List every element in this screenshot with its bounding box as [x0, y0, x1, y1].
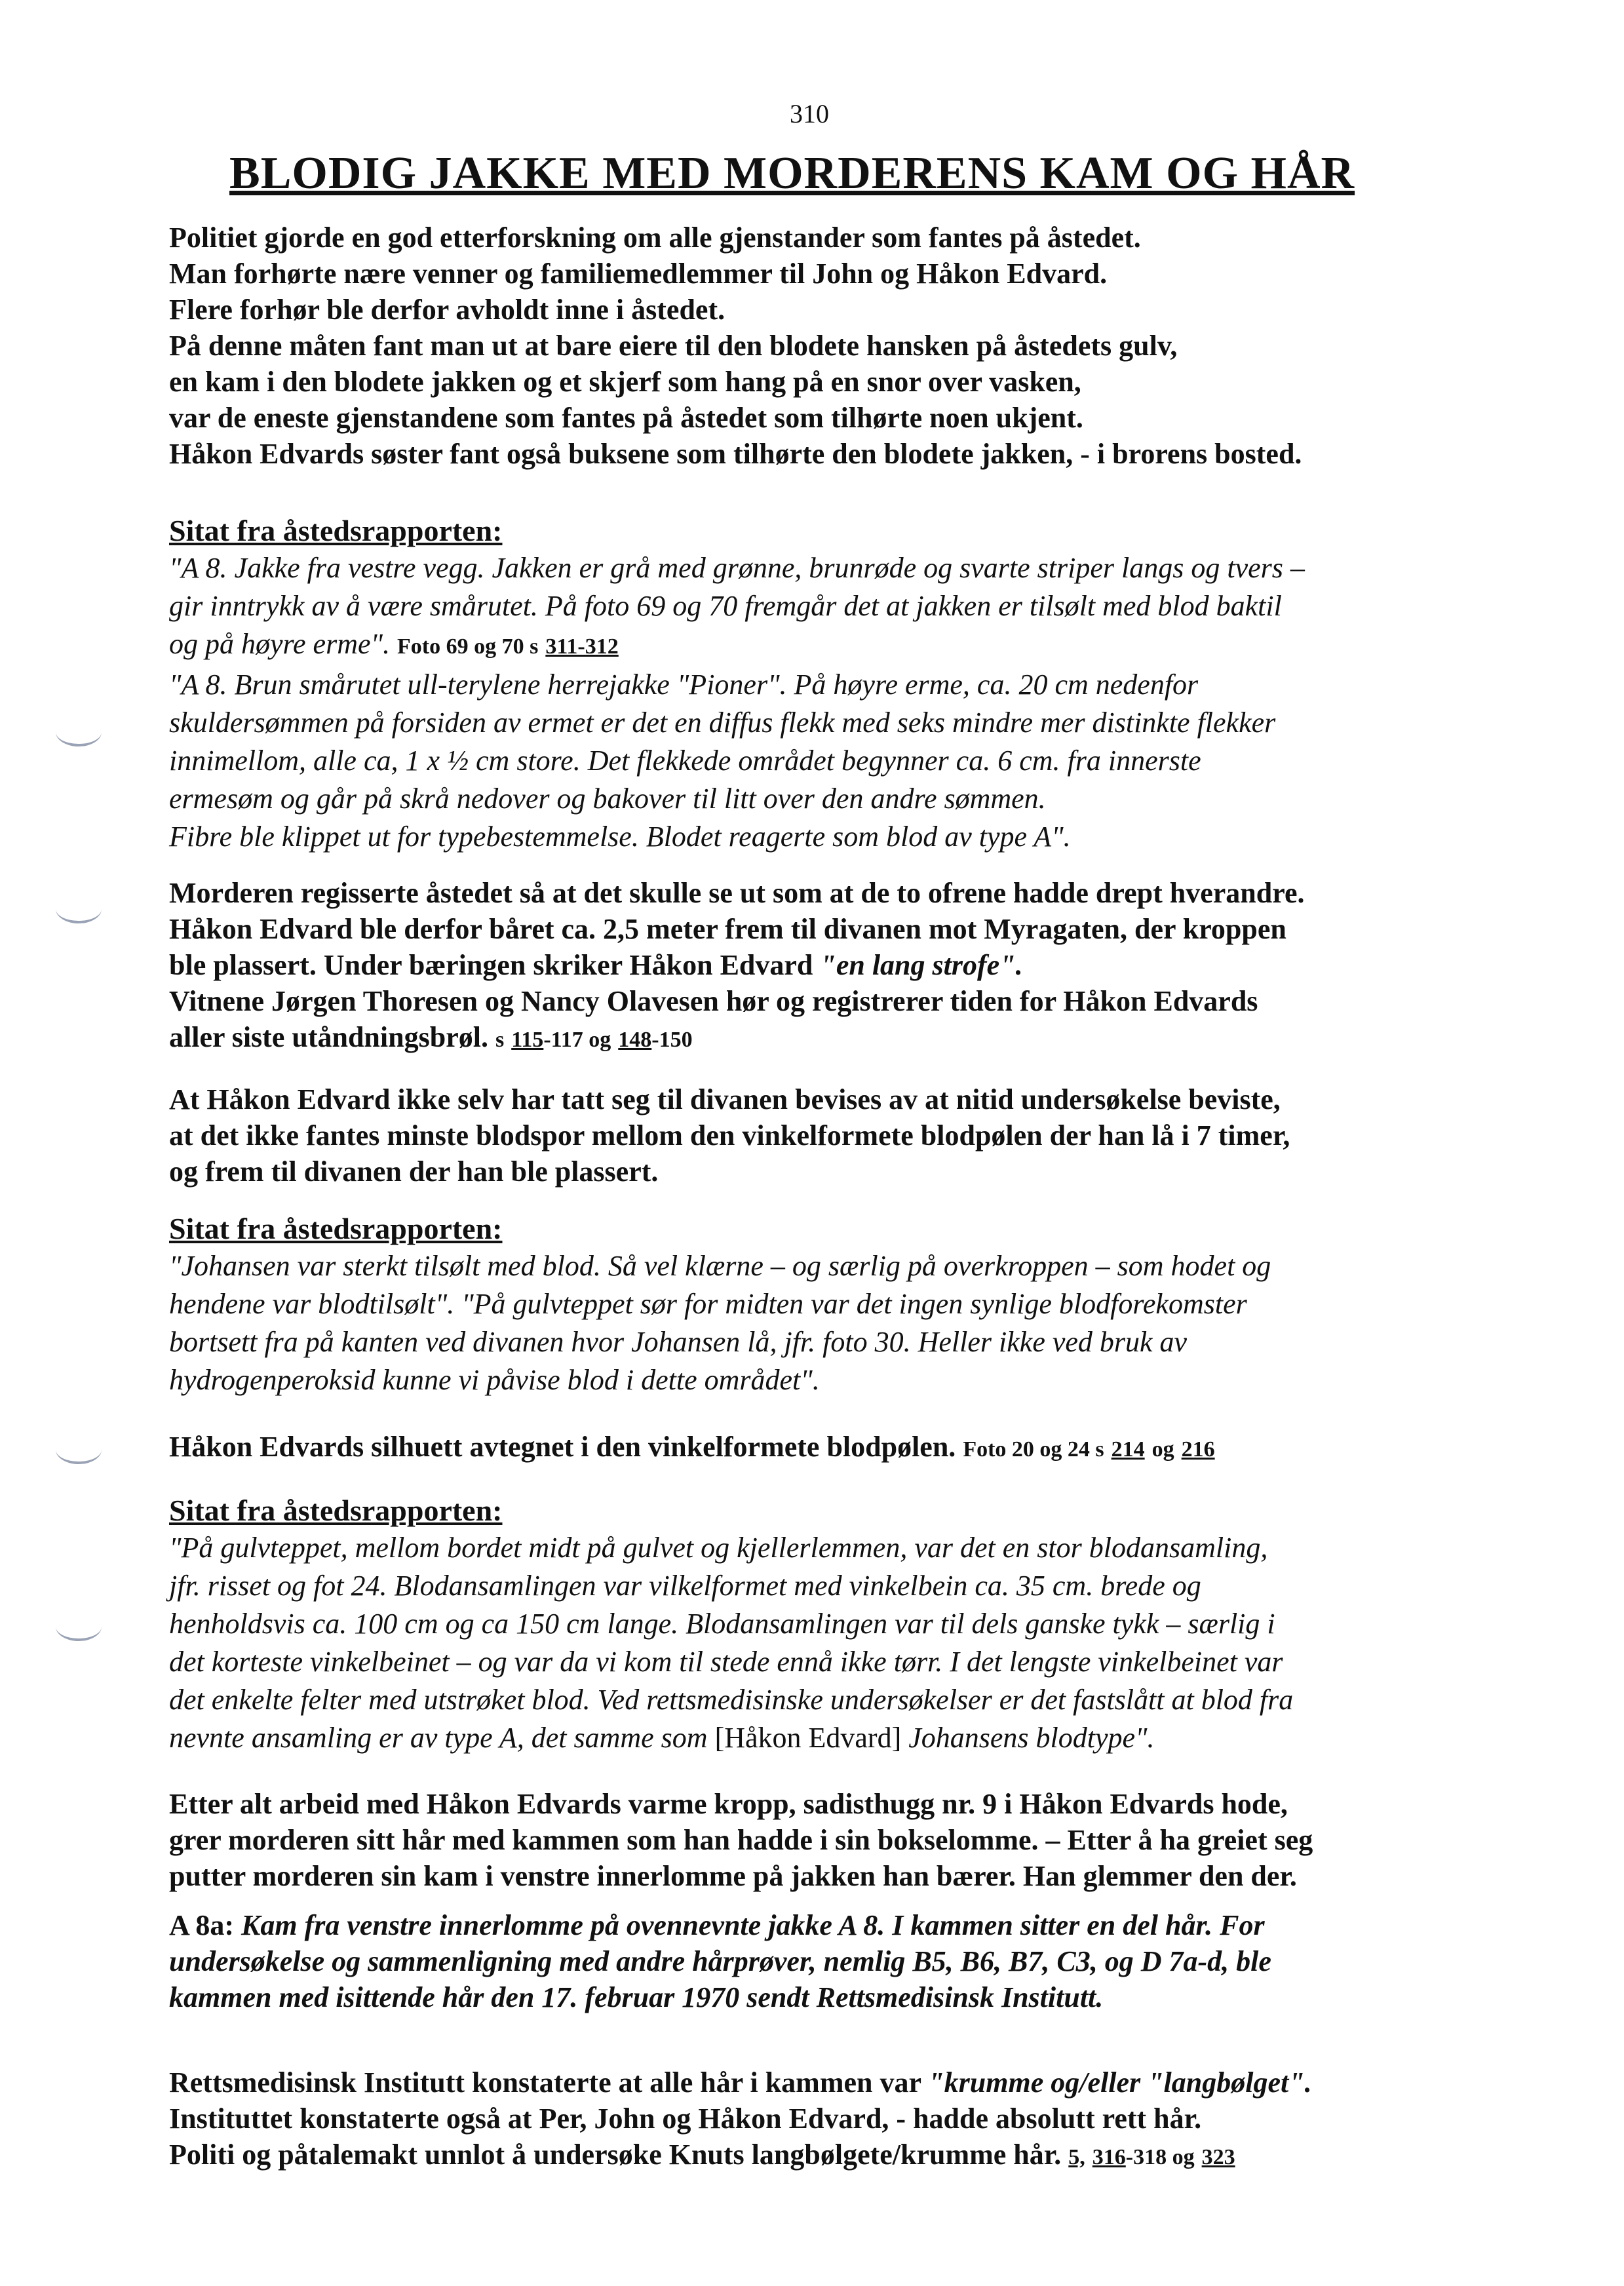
quote-block-1: [169, 549, 1486, 856]
quoted-phrase: "en lang strofe".: [820, 949, 1023, 981]
quote-line: hydrogenperoksid kunne vi påvise blod i dette området".: [169, 1364, 820, 1396]
quote-line: og på høyre erme".: [169, 628, 390, 660]
binder-hole: [56, 718, 102, 746]
paragraph-a8a: [169, 1907, 1486, 2015]
page-link[interactable]: 115: [511, 1028, 544, 1052]
quote-line: "På gulvteppet, mellom bordet midt på gulvet og kjellerlemmen, var det en stor blodansamling,: [169, 1532, 1268, 1564]
item-label: A 8a:: [169, 1909, 234, 1941]
binder-hole: [56, 1612, 102, 1641]
text-line: Håkon Edvard ble derfor båret ca. 2,5 meter frem til divanen mot Myragaten, der kroppen: [169, 913, 1286, 945]
quote-line: det enkelte felter med utstrøket blod. Ved rettsmedisinske undersøkelser er det fastslått at blod fra: [169, 1684, 1294, 1716]
text-line: grer morderen sitt hår med kammen som han hadde i sin bokselomme. – Etter å ha greiet seg: [169, 1824, 1313, 1856]
text-line: ble plassert. Under bæringen skriker Håkon Edvard: [169, 949, 813, 981]
page-link[interactable]: 214: [1111, 1437, 1145, 1462]
quote-line: "A 8. Jakke fra vestre vegg. Jakken er grå med grønne, brunrøde og svarte striper langs og tvers –: [169, 552, 1305, 584]
text-line: Politi og påtalemakt unnlot å undersøke Knuts langbølgete/krumme hår.: [169, 2139, 1062, 2171]
page-link[interactable]: 216: [1181, 1437, 1215, 1462]
page-link[interactable]: 323: [1201, 2145, 1235, 2169]
paragraph-staging: [169, 875, 1486, 1058]
paragraph-institute: [169, 2064, 1486, 2175]
page-link[interactable]: 311-312: [545, 634, 619, 659]
text-line: Vitnene Jørgen Thoresen og Nancy Olavesen hør og registrerer tiden for Håkon Edvards: [169, 985, 1258, 1017]
quote-line: skuldersømmen på forsiden av ermet er det en diffus flekk med seks mindre mer distinkte flekker: [169, 707, 1276, 739]
text-line: Instituttet konstaterte også at Per, John og Håkon Edvard, - hadde absolutt rett hår.: [169, 2102, 1202, 2135]
quote-line: hendene var blodtilsølt". "På gulvteppet sør for midten var det ingen synlige blodforekomster: [169, 1288, 1247, 1320]
text-line: Man forhørte nære venner og familiemedlemmer til John og Håkon Edvard.: [169, 258, 1108, 290]
quoted-phrase: "krumme og/eller "langbølget".: [928, 2066, 1312, 2099]
text-line: Morderen regisserte åstedet så at det skulle se ut som at de to ofrene hadde drept hverandre.: [169, 877, 1305, 909]
paragraph-divan: [169, 1081, 1486, 1190]
quote-heading: Sitat fra åstedsrapporten:: [169, 1494, 503, 1527]
text-line: putter morderen sin kam i venstre innerlomme på jakken han bærer. Han glemmer den der.: [169, 1860, 1297, 1892]
text-line: At Håkon Edvard ikke selv har tatt seg til divanen bevises av at nitid undersøkelse beviste,: [169, 1083, 1281, 1115]
quote-line: ermesøm og går på skrå nedover og bakover til litt over den andre sømmen.: [169, 783, 1046, 815]
quote-line: jfr. risset og fot 24. Blodansamlingen var vilkelformet med vinkelbein ca. 35 cm. brede og: [169, 1570, 1201, 1602]
quote-line: "A 8. Brun smårutet ull-terylene herrejakke "Pioner". På høyre erme, ca. 20 cm nedenfor: [169, 668, 1199, 701]
text-line: kammen med isittende hår den 17. februar 1970 sendt Rettsmedisinsk Institutt.: [169, 1981, 1104, 2013]
paragraph-comb: [169, 1786, 1486, 1894]
text-line: undersøkelse og sammenligning med andre hårprøver, nemlig B5, B6, B7, C3, og D 7a-d, ble: [169, 1945, 1271, 1977]
quote-line: innimellom, alle ca, 1 x ½ cm store. Det flekkede området begynner ca. 6 cm. fra innerste: [169, 745, 1201, 777]
page-link[interactable]: 316: [1092, 2145, 1126, 2169]
text-line: Etter alt arbeid med Håkon Edvards varme kropp, sadisthugg nr. 9 i Håkon Edvards hode,: [169, 1788, 1288, 1820]
text-line: var de eneste gjenstandene som fantes på åstedet som tilhørte noen ukjent.: [169, 402, 1083, 434]
quote-line: nevnte ansamling er av type A, det samme som: [169, 1722, 708, 1754]
page-link[interactable]: 148: [618, 1028, 652, 1052]
binder-hole: [56, 895, 102, 923]
text-line: aller siste utåndningsbrøl.: [169, 1021, 488, 1053]
text-line: Håkon Edvards silhuett avtegnet i den vinkelformete blodpølen.: [169, 1431, 956, 1463]
quote-line: Fibre ble klippet ut for typebestemmelse. Blodet reagerte som blod av type A".: [169, 821, 1071, 853]
quote-heading: Sitat fra åstedsrapporten:: [169, 514, 503, 547]
text-line: På denne måten fant man ut at bare eiere til den blodete hansken på åstedets gulv,: [169, 330, 1178, 362]
quote-block-2: [169, 1247, 1486, 1399]
page-reference: -117 og: [543, 1028, 611, 1052]
photo-reference: Foto 69 og 70 s: [396, 634, 539, 659]
page-title: BLODIG JAKKE MED MORDERENS KAM OG HÅR: [229, 148, 1355, 199]
photo-reference: Foto 20 og 24 s: [963, 1437, 1104, 1462]
page-number: 310: [790, 99, 829, 128]
quote-line: "Johansen var sterkt tilsølt med blod. Så vel klærne – og særlig på overkroppen – som hodet og: [169, 1250, 1271, 1282]
text-line: at det ikke fantes minste blodspor mellom den vinkelformete blodpølen der han lå i 7 timer,: [169, 1119, 1290, 1152]
quote-line: bortsett fra på kanten ved divanen hvor Johansen lå, jfr. foto 30. Heller ikke ved bruk av: [169, 1326, 1188, 1358]
quote-line: det korteste vinkelbeinet – og var da vi kom til stede ennå ikke tørr. I det lengste vinkelbeinet var: [169, 1646, 1283, 1678]
text-line: Flere forhør ble derfor avholdt inne i åstedet.: [169, 294, 725, 326]
quote-heading: Sitat fra åstedsrapporten:: [169, 1212, 503, 1245]
binder-hole: [56, 1435, 102, 1464]
text-line: Kam fra venstre innerlomme på ovennevnte jakke A 8. I kammen sitter en del hår. For: [241, 1909, 1265, 1941]
photo-reference: og: [1151, 1437, 1174, 1462]
quote-block-3: [169, 1529, 1486, 1757]
text-line: og frem til divanen der han ble plassert.: [169, 1155, 659, 1188]
quote-line: gir inntrykk av å være smårutet. På foto 69 og 70 fremgår det at jakken er tilsølt med blod baktil: [169, 590, 1282, 622]
page-reference: -318 og: [1125, 2145, 1195, 2169]
intro-paragraph: [169, 220, 1486, 472]
page-link[interactable]: 5,: [1068, 2145, 1085, 2169]
text-line: en kam i den blodete jakken og et skjerf som hang på en snor over vasken,: [169, 366, 1081, 398]
quote-line: Johansens blodtype".: [908, 1722, 1155, 1754]
quote-line: henholdsvis ca. 100 cm og ca 150 cm lange. Blodansamlingen var til dels ganske tykk – særlig i: [169, 1608, 1275, 1640]
silhouette-line: [169, 1429, 1486, 1467]
text-line: Håkon Edvards søster fant også buksene som tilhørte den blodete jakken, - i brorens bosted.: [169, 438, 1302, 470]
page-reference: -150: [651, 1028, 693, 1052]
bracket-insert: [Håkon Edvard]: [714, 1722, 902, 1754]
text-line: Politiet gjorde en god etterforskning om alle gjenstander som fantes på åstedet.: [169, 222, 1141, 254]
page-reference: s: [495, 1028, 505, 1052]
text-line: Rettsmedisinsk Institutt konstaterte at alle hår i kammen var: [169, 2066, 921, 2099]
